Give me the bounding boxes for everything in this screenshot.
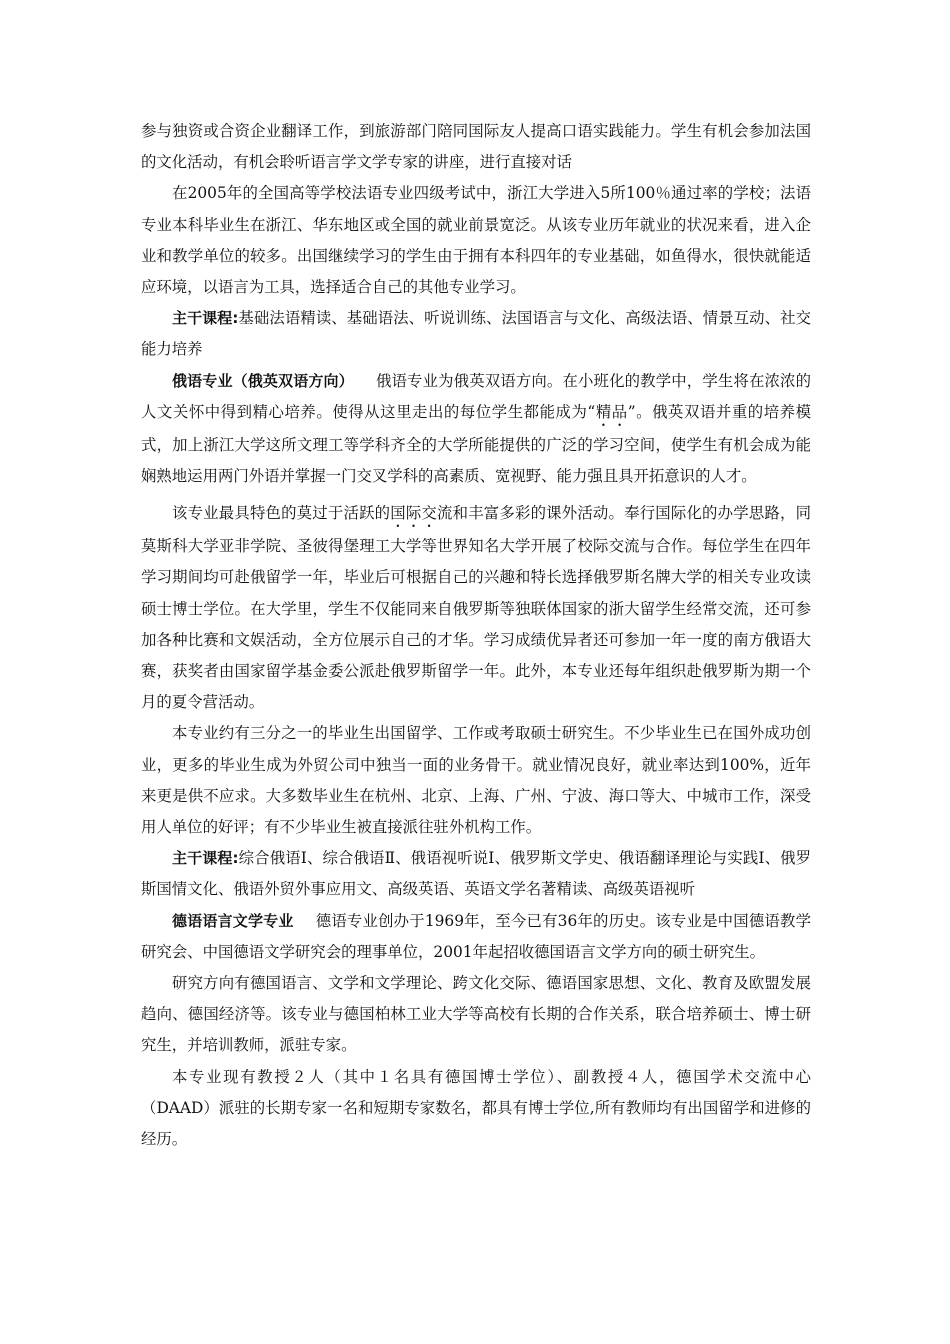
russian-intro-text-b: ”。俄英双语并重的培养模式，加上浙江大学这所文理工等学科齐全的大学所能提供的广泛的学习空间，使学生有机会成为能娴熟地运用两门外语并掌握一门交叉学科的高素质、宽视野、能力强且具开拓意识的人才。 [141,402,811,486]
german-intro-text: 德语专业创办于1969年，至今已有36年的历史。该专业是中国德语教学研究会、中国德语文学研究会的理事单位，2001年起招收德国语言文学方向的硕士研究生。 [141,911,811,961]
russian-exchange-paragraph [141,498,811,718]
french-courses-paragraph [141,303,811,365]
german-heading: 德语语言文学专业 [172,911,294,930]
german-research-paragraph: 研究方向有德国语言、文学和文学理论、跨文化交际、德语国家思想、文化、教育及欧盟发展趋向、德国经济等。该专业与德国柏林工业大学等高校有长期的合作关系，联合培养硕士、博士研究生，并培训教师，派驻专家。 [141,974,811,1055]
russian-exchange-text-a: 该专业最具特色的莫过于活跃的 [172,504,391,523]
russian-exchange-text-b: 流和丰富多彩的课外活动。奉行国际化的办学思路，同莫斯科大学亚非学院、圣彼得堡理工大学等世界知名大学开展了校际交流与合作。每位学生在四年学习期间均可赴俄留学一年，毕业后可根据自己的兴趣和特长选择俄罗斯名牌大学的相关专业攻读硕士博士学位。在大学里，学生不仅能同来自俄罗斯等独联体国家的浙大留学生经常交流，还可参加各种比赛和文娱活动，全方位展示自己的才华。学习成绩优异者还可参加一年一度的南方俄语大赛，获奖者由国家留学基金委公派赴俄罗斯留学一年。此外，本专业还每年组织赴俄罗斯为期一个月的夏令营活动。 [141,504,811,712]
french-continuation: 参与独资或合资企业翻译工作，到旅游部门陪同国际友人提高口语实践能力。学生有机会参加法国的文化活动，有机会聆听语言学文学专家的讲座，进行直接对话 [141,122,811,172]
russian-intro-paragraph [141,366,811,493]
russian-intro-emphasis: 精品 [595,402,628,421]
german-intro-paragraph [141,906,811,968]
german-faculty-paragraph: 本专业现有教授２人（其中１名具有德国博士学位）、副教授４人，德国学术交流中心（DAAD）派驻的长期专家一名和短期专家数名，都具有博士学位,所有教师均有出国留学和进修的经历。 [141,1067,811,1149]
russian-courses-label: 主干课程: [172,849,239,868]
french-employment-paragraph: 在2005年的全国高等学校法语专业四级考试中，浙江大学进入5所100％通过率的学校；法语专业本科毕业生在浙江、华东地区或全国的就业前景宽泛。从该专业历年就业的状况来看，进入企业和教学单位的较多。出国继续学习的学生由于拥有本科四年的专业基础，如鱼得水，很快就能适应环境，以语言为工具，选择适合自己的其他专业学习。 [141,184,811,297]
russian-courses-text: 综合俄语Ⅰ、综合俄语Ⅱ、俄语视听说Ⅰ、俄罗斯文学史、俄语翻译理论与实践Ⅰ、俄罗斯国情文化、俄语外贸外事应用文、高级英语、英语文学名著精读、高级英语视听 [141,849,812,899]
french-courses-text: 基础法语精读、基础语法、听说训练、法国语言与文化、高级法语、情景互动、社交能力培养 [141,309,811,359]
document-page [141,116,811,1155]
russian-heading: 俄语专业（俄英双语方向） [172,371,354,390]
russian-courses-paragraph [141,843,811,905]
russian-employment-paragraph: 本专业约有三分之一的毕业生出国留学、工作或考取硕士研究生。不少毕业生已在国外成功创业，更多的毕业生成为外贸公司中独当一面的业务骨干。就业情况良好，就业率达到100%，近年来更是供不应求。大多数毕业生在杭州、北京、上海、广州、宁波、海口等大、中城市工作，深受用人单位的好评；有不少毕业生被直接派往驻外机构工作。 [141,724,811,837]
russian-exchange-emphasis: 国际交 [390,504,438,523]
french-courses-label: 主干课程: [172,309,239,328]
russian-intro-text-a: 俄语专业为俄英双语方向。在小班化的教学中，学生将在浓浓的人文关怀中得到精心培养。使得从这里走出的每位学生都能成为“ [141,371,811,421]
